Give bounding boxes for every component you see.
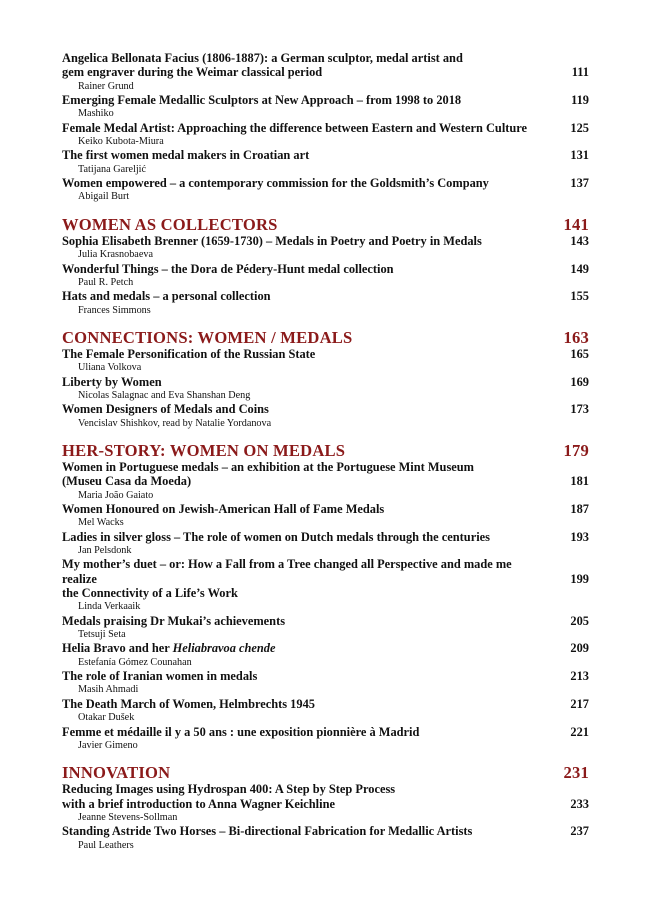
entry-author: Frances Simmons (78, 304, 151, 316)
toc-entry[interactable] (62, 402, 589, 430)
entry-author: Masih Ahmadi (78, 684, 139, 696)
toc-entry[interactable] (62, 502, 589, 530)
entry-title (62, 725, 589, 739)
entry-title-text: Reducing Images using Hydrospan 400: A Step by Step Process (62, 782, 396, 797)
entry-page-number: 205 (570, 613, 589, 628)
entry-page-number: 217 (570, 696, 589, 711)
entry-title-text: The Female Personification of the Russian State (62, 346, 316, 361)
entry-title-text: Liberty by Women (62, 374, 162, 389)
section-heading (62, 763, 589, 782)
section-title: INNOVATION (62, 763, 171, 783)
section-heading (62, 441, 589, 460)
toc-entry[interactable] (62, 782, 589, 824)
entry-author: Estefanía Gómez Counahan (78, 656, 192, 668)
entry-author: Paul Leathers (78, 839, 134, 851)
entry-page-number: 155 (570, 289, 589, 304)
entry-author: Tetsuji Seta (78, 629, 126, 641)
entry-title (62, 289, 589, 303)
entry-title (62, 824, 589, 838)
entry-author: Linda Verkaaik (78, 601, 141, 613)
toc-entry[interactable] (62, 530, 589, 558)
section-heading (62, 328, 589, 347)
entry-title-text: The first women medal makers in Croatian art (62, 148, 310, 163)
entry-title-text: Women in Portuguese medals – an exhibition at the Portuguese Mint Museum (62, 460, 474, 475)
toc-entry[interactable] (62, 824, 589, 852)
section-title: WOMEN AS COLLECTORS (62, 214, 278, 234)
entry-author: Tatijana Gareljić (78, 163, 147, 175)
entry-title (62, 669, 589, 683)
entry-page-number: 165 (570, 346, 589, 361)
entry-page-number: 137 (570, 176, 589, 191)
entry-title-text: My mother’s duet – or: How a Fall from a Tree changed all Perspective and made me realize (62, 557, 512, 586)
toc-entry[interactable] (62, 234, 589, 262)
entry-page-number: 233 (570, 796, 589, 811)
entry-title (62, 121, 589, 135)
entry-title-text: Ladies in silver gloss – The role of women on Dutch medals through the centuries (62, 529, 490, 544)
entry-title-italic: Heliabravoa chende (172, 641, 276, 656)
section-title: HER-STORY: WOMEN ON MEDALS (62, 441, 346, 461)
entry-title (62, 641, 589, 655)
toc-entry[interactable] (62, 697, 589, 725)
toc-entry[interactable] (62, 375, 589, 403)
entry-author: Vencislav Shishkov, read by Natalie Yordanova (78, 417, 272, 429)
entry-title-text: Medals praising Dr Mukai’s achievements (62, 613, 286, 628)
entry-author: Maria João Gaiato (78, 489, 154, 501)
toc-entry[interactable] (62, 669, 589, 697)
entry-author: Keiko Kubota-Miura (78, 136, 164, 147)
entry-page-number: 193 (570, 529, 589, 544)
entry-page-number: 181 (570, 474, 589, 489)
entry-title (62, 375, 589, 389)
entry-page-number: 111 (571, 65, 589, 80)
entry-title-text: Women Honoured on Jewish-American Hall of Fame Medals (62, 502, 385, 517)
entry-title (62, 614, 589, 628)
entry-title-text: The role of Iranian women in medals (62, 669, 258, 684)
entry-author: Jan Pelsdonk (78, 545, 132, 557)
entry-author: Abigail Burt (78, 191, 130, 203)
toc-entry[interactable] (62, 557, 589, 613)
entry-title (62, 93, 589, 107)
entry-title-text: The Death March of Women, Helmbrechts 1945 (62, 696, 315, 711)
entry-title-line2: with a brief introduction to Anna Wagner Keichline (62, 796, 335, 811)
entry-author: Mashiko (78, 108, 114, 120)
entry-author: Javier Gimeno (78, 739, 138, 751)
entry-title (62, 176, 589, 190)
entry-title (62, 697, 589, 711)
entry-title (62, 51, 589, 65)
entry-title-text: Female Medal Artist: Approaching the difference between Eastern and Western Culture (62, 120, 528, 135)
entry-page-number: 131 (570, 148, 589, 163)
entry-title (62, 557, 589, 586)
entry-title (62, 530, 589, 544)
entry-author: Uliana Volkova (78, 362, 142, 374)
entry-page-number: 149 (570, 261, 589, 276)
toc-entry[interactable] (62, 289, 589, 317)
toc-entry[interactable] (62, 641, 589, 669)
entry-page-number: 125 (570, 120, 589, 135)
entry-title-text: Angelica Bellonata Facius (1806-1887): a German sculptor, medal artist and (62, 51, 463, 65)
entry-title (62, 402, 589, 416)
entry-page-number: 169 (570, 374, 589, 389)
entry-page-number: 143 (570, 233, 589, 248)
toc-entry[interactable] (62, 347, 589, 375)
entry-title-text: Emerging Female Medallic Sculptors at New Approach – from 1998 to 2018 (62, 93, 462, 107)
entry-author: Mel Wacks (78, 517, 124, 529)
entry-title-text: Sophia Elisabeth Brenner (1659-1730) – Medals in Poetry and Poetry in Medals (62, 233, 482, 248)
toc-entry[interactable] (62, 262, 589, 290)
entry-title-text: Helia Bravo and her (62, 641, 173, 656)
toc-entry[interactable] (62, 460, 589, 502)
entry-title-line2: gem engraver during the Weimar classical period (62, 65, 323, 80)
entry-author: Otakar Dušek (78, 712, 135, 724)
toc-entry[interactable] (62, 148, 589, 176)
section-page-number: 179 (563, 441, 589, 461)
entry-author: Paul R. Petch (78, 276, 134, 288)
table-of-contents (62, 51, 589, 852)
section-page-number: 163 (563, 327, 589, 347)
entry-title (62, 262, 589, 276)
entry-page-number: 119 (571, 93, 589, 107)
section-heading (62, 215, 589, 234)
entry-title-text: Wonderful Things – the Dora de Pédery-Hunt medal collection (62, 261, 394, 276)
entry-title-text: Women Designers of Medals and Coins (62, 402, 269, 417)
entry-title-text: Hats and medals – a personal collection (62, 289, 271, 304)
toc-entry[interactable] (62, 614, 589, 642)
entry-title-line2: the Connectivity of a Life’s Work (62, 586, 238, 601)
entry-title (62, 234, 589, 248)
toc-entry[interactable] (62, 725, 589, 753)
toc-entry[interactable] (62, 93, 589, 121)
entry-title-line2: (Museu Casa da Moeda) (62, 474, 192, 489)
entry-page-number: 237 (570, 824, 589, 839)
entry-page-number: 173 (570, 402, 589, 417)
entry-title (62, 782, 589, 796)
toc-entry[interactable] (62, 176, 589, 204)
entry-title (62, 460, 589, 474)
entry-page-number: 199 (570, 571, 589, 586)
entry-page-number: 187 (570, 502, 589, 517)
toc-entry[interactable] (62, 121, 589, 149)
entry-author: Jeanne Stevens-Sollman (78, 811, 178, 823)
section-page-number: 141 (563, 214, 589, 234)
section-page-number: 231 (563, 763, 589, 783)
entry-page-number: 221 (570, 724, 589, 739)
section-title: CONNECTIONS: WOMEN / MEDALS (62, 327, 353, 347)
entry-title (62, 148, 589, 162)
entry-title (62, 347, 589, 361)
entry-page-number: 213 (570, 669, 589, 684)
toc-entry[interactable] (62, 51, 589, 93)
entry-author: Rainer Grund (78, 80, 134, 92)
entry-title (62, 502, 589, 516)
entry-author: Nicolas Salagnac and Eva Shanshan Deng (78, 389, 251, 401)
entry-title-text: Femme et médaille il y a 50 ans : une exposition pionnière à Madrid (62, 724, 420, 739)
entry-title-text: Women empowered – a contemporary commission for the Goldsmith’s Company (62, 176, 489, 191)
entry-title-text: Standing Astride Two Horses – Bi-directional Fabrication for Medallic Artists (62, 824, 473, 839)
entry-page-number: 209 (570, 641, 589, 656)
entry-author: Julia Krasnobaeva (78, 249, 153, 261)
